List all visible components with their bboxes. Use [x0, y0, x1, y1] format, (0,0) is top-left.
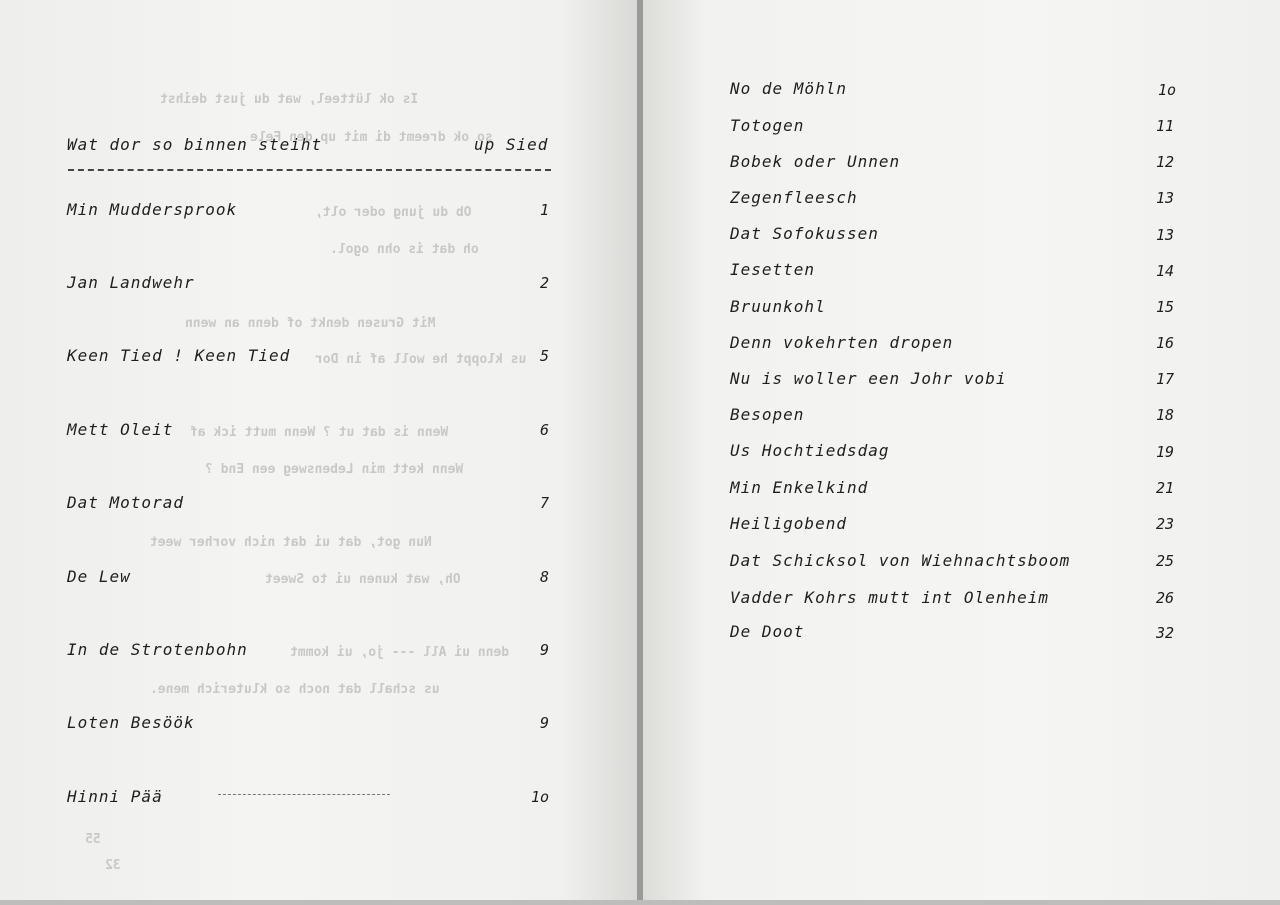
toc-entry-page: 9 — [540, 641, 550, 659]
toc-entry-page: 1 — [540, 201, 550, 219]
toc-entry-page: 17 — [1156, 370, 1175, 388]
toc-entry-title: Nu is woller een Johr vobi — [730, 369, 1007, 388]
show-through-text: denn ui All --- jo, ui kommt — [290, 645, 510, 660]
toc-entry-title: Us Hochtiedsdag — [730, 441, 890, 460]
toc-entry-title: Min Muddersprook — [67, 200, 238, 219]
toc-entry-page: 23 — [1156, 515, 1175, 533]
toc-entry-title: Dat Sofokussen — [730, 224, 879, 243]
toc-entry-page: 9 — [540, 714, 550, 732]
toc-entry-title: Dat Motorad — [67, 493, 184, 512]
show-through-text: oh dat is ohn ogol. — [330, 242, 479, 257]
toc-entry-title: Loten Besöök — [67, 713, 195, 732]
toc-entry-title: Min Enkelkind — [730, 478, 869, 497]
dashed-leader — [218, 794, 390, 795]
toc-entry-title: Bobek oder Unnen — [730, 152, 901, 171]
toc-entry-title: Jan Landwehr — [67, 273, 195, 292]
toc-entry-title: Heiligobend — [730, 514, 847, 533]
toc-entry-page: 11 — [1156, 117, 1175, 135]
toc-entry-page: 2 — [540, 274, 550, 292]
toc-entry-title: Vadder Kohrs mutt int Olenheim — [730, 588, 1049, 607]
dashed-divider — [68, 169, 551, 171]
show-through-text: Nun got, dat ui dat nich vorher weet — [150, 535, 432, 550]
toc-entry-page: 1o — [1158, 81, 1177, 99]
toc-entry-title: Mett Oleit — [67, 420, 174, 439]
toc-entry-title: Zegenfleesch — [730, 188, 858, 207]
show-through-text: 32 — [105, 858, 121, 873]
show-through-text: Wenn is dat ut ? Wenn mutt ick af — [190, 425, 449, 440]
toc-entry-title: Totogen — [730, 116, 805, 135]
toc-entry-title: No de Möhln — [730, 79, 847, 98]
toc-entry-page: 15 — [1156, 298, 1175, 316]
right-page — [643, 0, 1280, 900]
toc-entry-page: 6 — [540, 421, 550, 439]
toc-entry-page: 13 — [1156, 189, 1175, 207]
show-through-text: so ok dreemt di mit up den Fele — [250, 130, 493, 145]
toc-entry-page: 26 — [1156, 589, 1175, 607]
toc-entry-title: Hinni Pää — [67, 787, 163, 806]
toc-entry-page: 18 — [1156, 406, 1175, 424]
toc-entry-page: 13 — [1156, 226, 1175, 244]
toc-entry-page: 8 — [540, 568, 550, 586]
toc-entry-title: Bruunkohl — [730, 297, 826, 316]
show-through-text: Mit Grusen denkt of denn an wenn — [185, 316, 436, 331]
toc-entry-page: 14 — [1156, 262, 1175, 280]
toc-heading: Wat dor so binnen steiht — [67, 135, 323, 154]
toc-entry-title: Besopen — [730, 405, 805, 424]
toc-page-heading: up Sied — [474, 135, 549, 154]
toc-entry-page: 7 — [540, 494, 550, 512]
toc-entry-title: Dat Schicksol von Wiehnachtsboom — [730, 551, 1071, 570]
toc-entry-page: 32 — [1156, 624, 1175, 642]
toc-entry-page: 25 — [1156, 552, 1175, 570]
show-through-text: Oh, wat kunen ui to Sweet — [265, 572, 461, 587]
toc-entry-page: 5 — [540, 347, 550, 365]
show-through-text: us kloppt he woll af in Dor — [315, 352, 527, 367]
toc-entry-page: 19 — [1156, 443, 1175, 461]
toc-entry-page: 12 — [1156, 153, 1175, 171]
toc-entry-title: Keen Tied ! Keen Tied — [67, 346, 291, 365]
left-page — [0, 0, 637, 900]
toc-entry-title: De Lew — [67, 567, 131, 586]
toc-entry-page: 21 — [1156, 479, 1175, 497]
show-through-text: Is ok lütteel, wat du just deihst — [160, 92, 419, 107]
toc-entry-title: In de Strotenbohn — [67, 640, 248, 659]
toc-entry-title: Iesetten — [730, 260, 816, 279]
toc-entry-title: Denn vokehrten dropen — [730, 333, 954, 352]
show-through-text: Ob du jung oder olt, — [315, 205, 472, 220]
toc-entry-page: 1o — [531, 788, 550, 806]
show-through-text: Wenn kett min Lebensweg een End ? — [205, 462, 464, 477]
toc-entry-title: De Doot — [730, 622, 805, 641]
toc-entry-page: 16 — [1156, 334, 1175, 352]
show-through-text: 55 — [85, 832, 101, 847]
show-through-text: us schall dat noch so kluterich mene. — [150, 682, 440, 697]
